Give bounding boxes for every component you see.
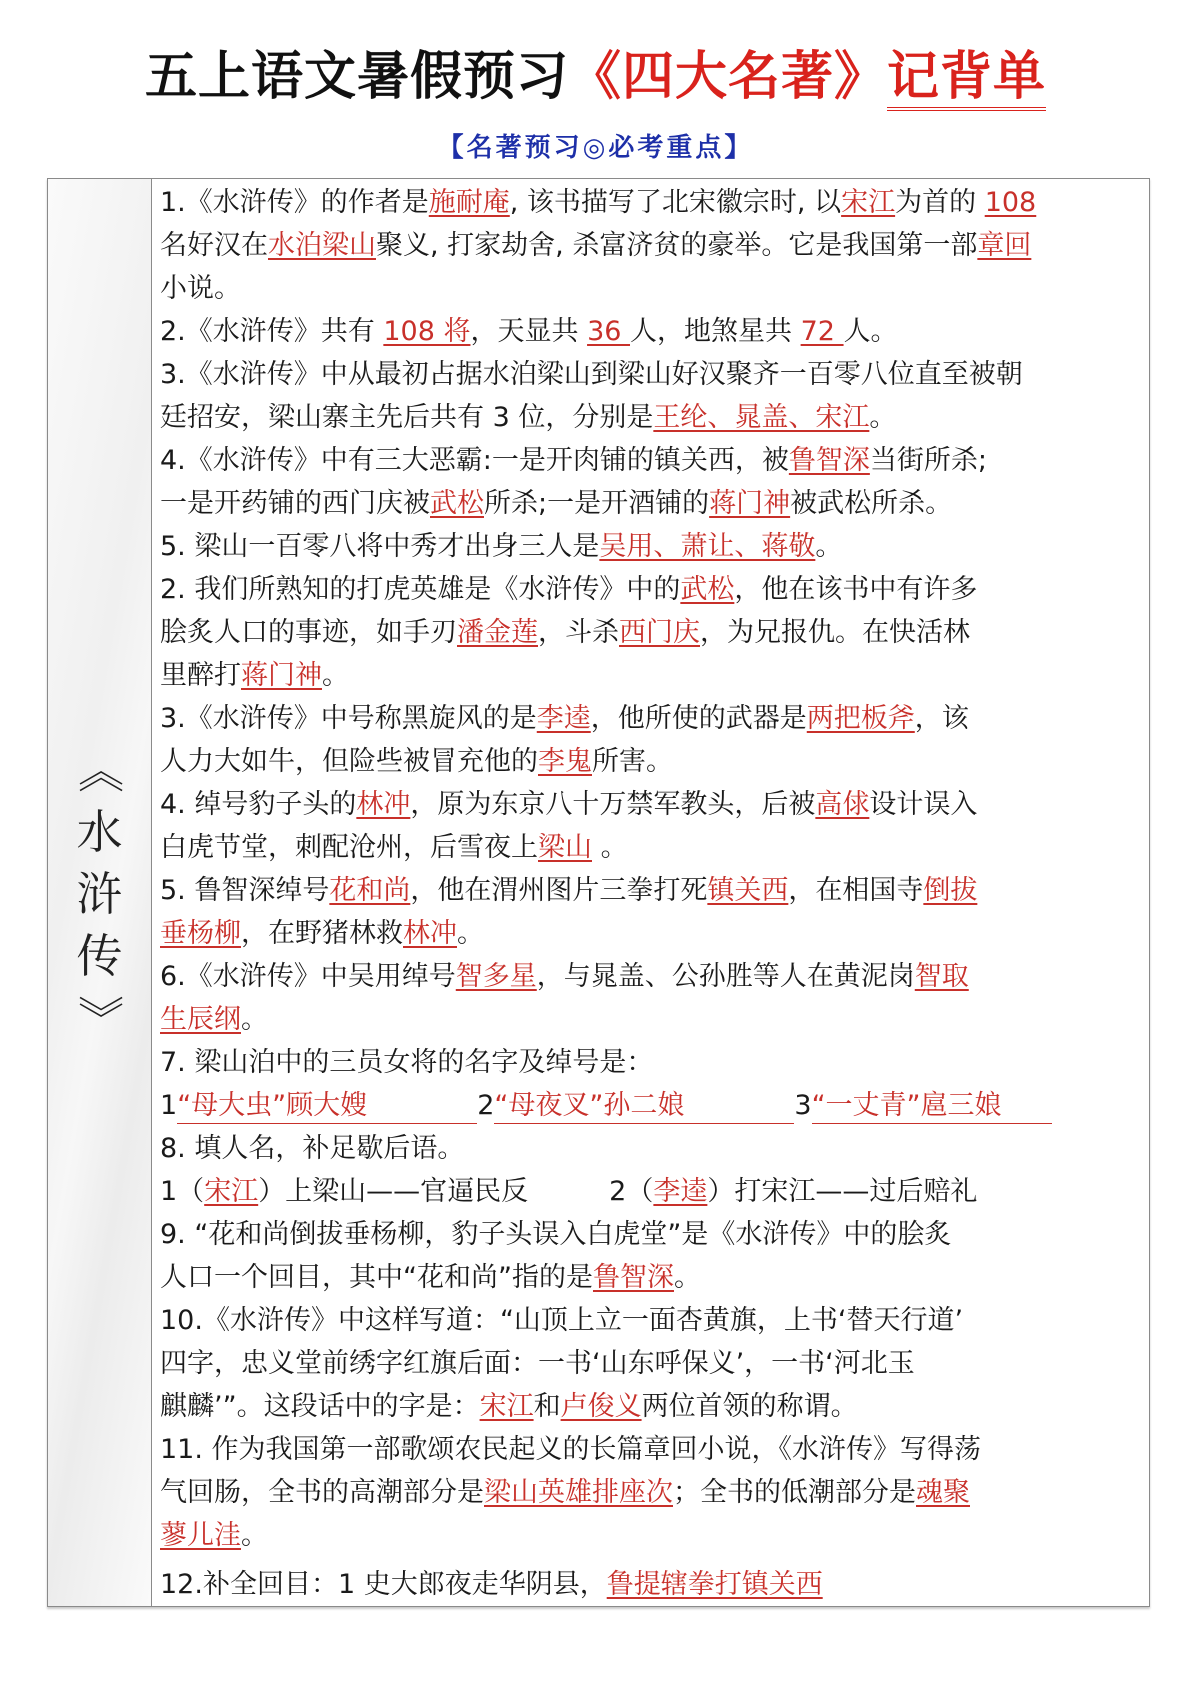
line-text: 白虎节堂，刺配沧州，后雪夜上 <box>160 832 538 863</box>
line-text: 12.补全回目：1 史大郎夜走华阴县， <box>160 1569 607 1600</box>
note-line <box>160 224 1140 267</box>
answer-text: 垂杨柳 <box>160 918 241 949</box>
line-text: 3 <box>794 1090 812 1121</box>
line-text: 被武松所杀。 <box>790 488 953 519</box>
note-line <box>160 1514 1140 1557</box>
note-line <box>160 697 1140 740</box>
line-text: 1（ <box>160 1176 205 1207</box>
line-text: 1 <box>160 1090 178 1121</box>
answer-text: 高俅 <box>815 789 870 820</box>
answer-text: 72 <box>800 316 844 347</box>
line-text: 。 <box>241 1004 268 1035</box>
line-text: 2.《水浒传》共有 <box>160 316 384 347</box>
answer-text: 鲁智深 <box>788 445 870 476</box>
answer-text: 108 将 <box>383 316 471 347</box>
line-text: 人。 <box>843 316 898 347</box>
line-text: 里醉打 <box>160 660 241 691</box>
note-line <box>160 1084 1140 1127</box>
note-line <box>160 955 1140 998</box>
line-text: 和 <box>533 1391 561 1422</box>
answer-blank: “母夜叉”孙二娘 <box>494 1089 794 1124</box>
answer-text: 李逵 <box>653 1176 708 1207</box>
note-line <box>160 1299 1140 1342</box>
line-text: ，他在渭州图片三拳打死 <box>410 875 708 906</box>
page-subtitle: 【名著预习◎必考重点】 <box>437 133 754 163</box>
answer-text: 卢俊义 <box>560 1391 642 1422</box>
notes-content <box>160 181 1140 1606</box>
book-title-vertical <box>48 739 151 1049</box>
answer-text: 武松 <box>680 574 735 605</box>
line-text: 。 <box>241 1520 268 1551</box>
line-text: 麒麟’”。这段话中的字是： <box>160 1391 480 1422</box>
answer-text: 蒋门神 <box>709 488 791 519</box>
note-line <box>160 1256 1140 1299</box>
line-text: ，该 <box>914 703 969 734</box>
note-line <box>160 869 1140 912</box>
line-text: ，在相国寺 <box>788 875 924 906</box>
line-text: 。 <box>673 1262 701 1293</box>
answer-text: 武松 <box>430 488 484 519</box>
line-text: 所害。 <box>592 746 673 777</box>
line-text: ，天显共 <box>470 316 588 347</box>
answer-text: 智取 <box>914 961 969 992</box>
line-text: 。 <box>322 660 349 691</box>
answer-text: 林冲 <box>356 789 411 820</box>
answer-text: 西门庆 <box>619 617 700 648</box>
line-text: 11. 作为我国第一部歌颂农民起义的长篇章回小说，《水浒传》写得荡 <box>160 1434 982 1465</box>
answer-text: 108 <box>984 187 1037 218</box>
note-line <box>160 439 1140 482</box>
note-line <box>160 396 1140 439</box>
answer-text: 宋江 <box>204 1176 259 1207</box>
line-text: 脍炙人口的事迹，如手刃 <box>160 617 457 648</box>
line-text: , 该书描写了北宋徽宗时, 以 <box>509 187 842 218</box>
line-text: 5. 梁山一百零八将中秀才出身三人是 <box>160 531 600 562</box>
book-title-char: 》 <box>72 995 127 1041</box>
page-title <box>0 42 1191 112</box>
line-text: 4. 绰号豹子头的 <box>160 789 357 820</box>
line-text: ）打宋江——过后赔礼 <box>707 1176 978 1207</box>
note-line <box>160 1428 1140 1471</box>
line-text: 。 <box>592 832 628 863</box>
note-line <box>160 181 1140 224</box>
title-book-name: 《四大名著》 <box>568 46 887 107</box>
note-line <box>160 353 1140 396</box>
answer-text: 王纶、晁盖、宋江 <box>653 402 870 433</box>
answer-text: 生辰纲 <box>160 1004 241 1035</box>
line-text: 两位首领的称谓。 <box>641 1391 858 1422</box>
note-line <box>160 740 1140 783</box>
book-title-char: 水 <box>76 805 123 859</box>
answer-text: 吴用、萧让、蒋敬 <box>599 531 816 562</box>
line-text: 四字，忠义堂前绣字红旗后面：一书‘山东呼保义’，一书‘河北玉 <box>160 1348 915 1379</box>
note-line <box>160 1127 1140 1170</box>
answer-text: 鲁提辖拳打镇关西 <box>606 1569 823 1600</box>
answer-text: 倒拔 <box>923 875 978 906</box>
line-text: 5. 鲁智深绰号 <box>160 875 330 906</box>
line-text: ；全书的低潮部分是 <box>673 1477 916 1508</box>
line-text: 小说。 <box>160 273 241 304</box>
note-line <box>160 482 1140 525</box>
line-text: 7. 梁山泊中的三员女将的名字及绰号是： <box>160 1047 654 1078</box>
note-line <box>160 1471 1140 1514</box>
answer-text: 蓼儿洼 <box>160 1520 241 1551</box>
line-text: 名好汉在 <box>160 230 268 261</box>
book-title-char: 传 <box>76 929 123 983</box>
note-line <box>160 525 1140 568</box>
book-title-char: 浒 <box>76 867 123 921</box>
line-text: ，为兄报仇。在快活林 <box>700 617 970 648</box>
line-text: ）上梁山——官逼民反 2（ <box>258 1176 654 1207</box>
line-text: ，在野猪林救 <box>241 918 403 949</box>
answer-text: 蒋门神 <box>241 660 322 691</box>
note-line <box>160 1342 1140 1385</box>
line-text: 3.《水浒传》中从最初占据水泊梁山到梁山好汉聚齐一百零八位直至被朝 <box>160 359 1023 390</box>
note-line <box>160 1041 1140 1084</box>
answer-text: 36 <box>587 316 631 347</box>
answer-text: 魂聚 <box>916 1477 970 1508</box>
answer-text: 花和尚 <box>329 875 411 906</box>
title-main: 五上语文暑假预习 <box>144 46 569 107</box>
answer-blank: “母大虫”顾大嫂 <box>177 1089 477 1124</box>
line-text: 。 <box>869 402 897 433</box>
sidebar-book-label <box>48 179 152 1606</box>
note-line <box>160 912 1140 955</box>
note-line <box>160 654 1140 697</box>
answer-text: 宋江 <box>841 187 896 218</box>
note-line <box>160 783 1140 826</box>
line-text: ，与晁盖、公孙胜等人在黄泥岗 <box>536 961 915 992</box>
answer-text: 两把板斧 <box>806 703 915 734</box>
line-text: 10.《水浒传》中这样写道：“山顶上立一面杏黄旗，上书‘替天行道’ <box>160 1305 964 1336</box>
line-text: 为首的 <box>895 187 985 218</box>
book-title-char: 《 <box>72 747 127 793</box>
line-text: 当街所杀; <box>869 445 987 476</box>
line-text: 4.《水浒传》中有三大恶霸:一是开肉铺的镇关西，被 <box>160 445 789 476</box>
note-line <box>160 826 1140 869</box>
answer-text: 潘金莲 <box>457 617 538 648</box>
answer-text: 梁山英雄排座次 <box>484 1477 673 1508</box>
note-line <box>160 267 1140 310</box>
answer-blank: “一丈青”扈三娘 <box>812 1089 1052 1124</box>
note-line <box>160 998 1140 1041</box>
note-line <box>160 568 1140 611</box>
answer-text: 水泊梁山 <box>268 230 376 261</box>
line-text: ，斗杀 <box>538 617 619 648</box>
note-line <box>160 1385 1140 1428</box>
answer-text: 梁山 <box>538 832 592 863</box>
line-text: ，他所使的武器是 <box>590 703 807 734</box>
line-text: 气回肠，全书的高潮部分是 <box>160 1477 484 1508</box>
answer-text: 李鬼 <box>538 746 592 777</box>
line-text: 3.《水浒传》中号称黑旋风的是 <box>160 703 537 734</box>
answer-text: 宋江 <box>479 1391 534 1422</box>
note-line <box>160 1563 1140 1606</box>
answer-text: 智多星 <box>455 961 537 992</box>
line-text: 1.《水浒传》的作者是 <box>160 187 429 218</box>
answer-text: 章回 <box>977 230 1032 261</box>
line-text: 聚义, 打家劫舍, 杀富济贫的豪举。它是我国第一部 <box>376 230 978 261</box>
line-text: ，原为东京八十万禁军教头，后被 <box>410 789 816 820</box>
note-line <box>160 310 1140 353</box>
line-text: 。 <box>457 918 484 949</box>
note-line <box>160 1170 1140 1213</box>
line-text: 2. 我们所熟知的打虎英雄是《水浒传》中的 <box>160 574 681 605</box>
answer-text: 李逵 <box>536 703 591 734</box>
line-text: 人，地煞星共 <box>630 316 801 347</box>
title-suffix: 记背单 <box>887 46 1046 111</box>
answer-text: 鲁智深 <box>592 1262 674 1293</box>
line-text: 6.《水浒传》中吴用绰号 <box>160 961 456 992</box>
note-line <box>160 611 1140 654</box>
line-text: 2 <box>477 1090 495 1121</box>
line-text: 9. “花和尚倒拔垂杨柳，豹子头误入白虎堂”是《水浒传》中的脍炙 <box>160 1219 952 1250</box>
line-text: 。 <box>815 531 843 562</box>
line-text: ，他在该书中有许多 <box>734 574 978 605</box>
line-text: 一是开药铺的西门庆被 <box>160 488 430 519</box>
line-text: 所杀;一是开酒铺的 <box>484 488 710 519</box>
line-text: 人力大如牛，但险些被冒充他的 <box>160 746 538 777</box>
note-line <box>160 1213 1140 1256</box>
line-text: 廷招安，梁山寨主先后共有 3 位，分别是 <box>160 402 654 433</box>
content-table <box>47 178 1150 1607</box>
answer-text: 林冲 <box>403 918 457 949</box>
line-text: 8. 填人名，补足歇后语。 <box>160 1133 465 1164</box>
line-text: 设计误入 <box>869 789 978 820</box>
line-text: 人口一个回目，其中“花和尚”指的是 <box>160 1262 593 1293</box>
answer-text: 镇关西 <box>707 875 789 906</box>
answer-text: 施耐庵 <box>428 187 510 218</box>
